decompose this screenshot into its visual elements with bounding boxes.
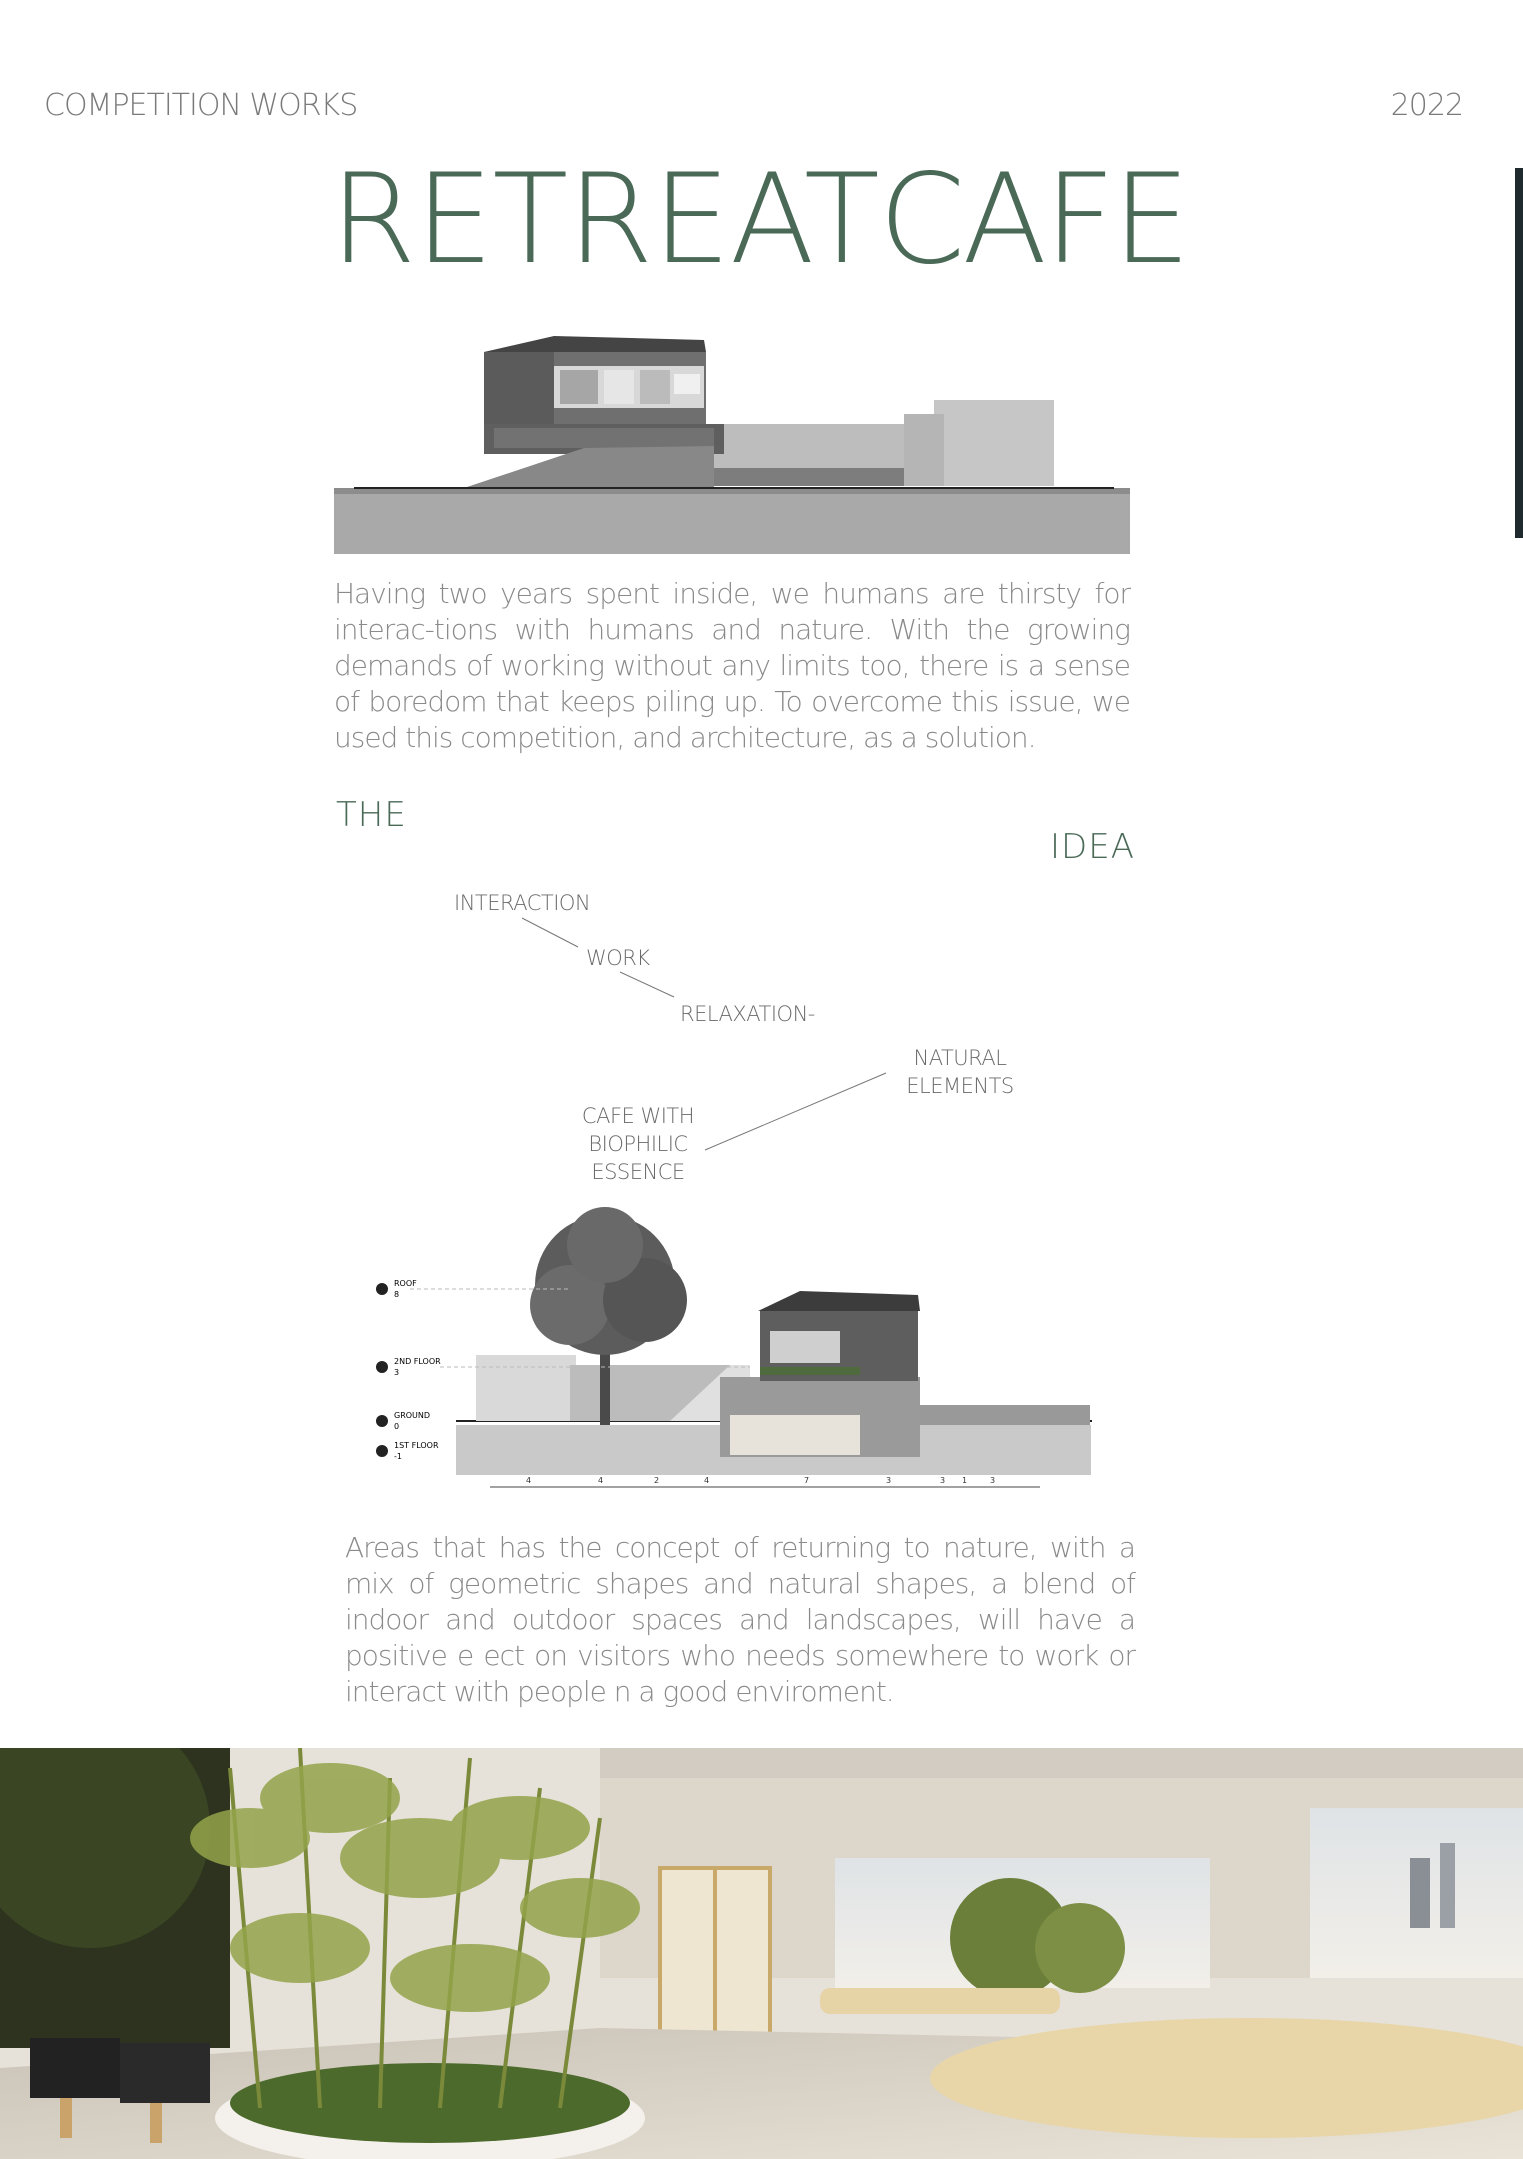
closing-paragraph: Areas that has the concept of returning to nature, with a mix of geometric shapes and natural shapes, a blend of indoor and outdoor spaces and landscapes, will have a positive e ect on visitors who needs somewhere to work or interact with people n a good enviroment. bbox=[345, 1531, 1135, 1708]
header-year: 2022 bbox=[1390, 88, 1463, 123]
page-title bbox=[330, 148, 1188, 298]
svg-text:1ST FLOOR: 1ST FLOOR bbox=[394, 1441, 439, 1450]
dimension-label: 1 bbox=[962, 1476, 968, 1485]
dimension-label: 3 bbox=[990, 1476, 996, 1485]
intro-paragraph: Having two years spent inside, we humans are thirsty for interac-tions with humans and nature. With the growing demands of working without any limits too, there is a sense of boredom that keeps piling up. To overcome this issue, we used this competition, and architecture, as a solution. bbox=[334, 577, 1130, 754]
interior-render-image bbox=[0, 1748, 1523, 2159]
dimension-label: 4 bbox=[598, 1476, 604, 1485]
svg-text:-1: -1 bbox=[394, 1452, 402, 1461]
building-elevation-image bbox=[334, 328, 1130, 554]
svg-text:2ND FLOOR: 2ND FLOOR bbox=[394, 1357, 441, 1366]
dimension-label: 3 bbox=[940, 1476, 946, 1485]
svg-text:GROUND: GROUND bbox=[394, 1411, 431, 1420]
diagram-label-relaxation: RELAXATION- bbox=[680, 1002, 815, 1026]
svg-text:ROOF: ROOF bbox=[394, 1279, 417, 1288]
building-section-image bbox=[370, 1205, 1100, 1495]
dimension-label: 3 bbox=[886, 1476, 892, 1485]
header-section-label: COMPETITION WORKS bbox=[44, 88, 358, 123]
diagram-label-work: WORK bbox=[586, 946, 650, 970]
svg-text:0: 0 bbox=[394, 1422, 400, 1431]
adjacent-page-edge bbox=[1515, 168, 1523, 538]
svg-text:8: 8 bbox=[394, 1290, 400, 1299]
level-marker-ground bbox=[376, 1411, 430, 1431]
diagram-label-interaction: INTERACTION bbox=[454, 891, 591, 915]
idea-heading-idea: IDEA bbox=[1050, 827, 1135, 867]
title-retreat: RETREAT bbox=[330, 148, 879, 292]
diagram-label-natural-elements: NATURAL ELEMENTS bbox=[906, 1046, 1014, 1098]
title-cafe: CAFE bbox=[878, 148, 1188, 292]
level-marker-1st-floor bbox=[376, 1441, 439, 1461]
dimension-label: 7 bbox=[804, 1476, 810, 1485]
svg-text:3: 3 bbox=[394, 1368, 400, 1377]
idea-heading-the: THE bbox=[336, 795, 407, 835]
dimension-labels bbox=[526, 1476, 995, 1485]
diagram-label-cafe-biophilic: CAFE WITH BIOPHILIC ESSENCE bbox=[581, 1104, 695, 1184]
dimension-label: 4 bbox=[704, 1476, 710, 1485]
dimension-label: 4 bbox=[526, 1476, 532, 1485]
dimension-label: 2 bbox=[654, 1476, 660, 1485]
